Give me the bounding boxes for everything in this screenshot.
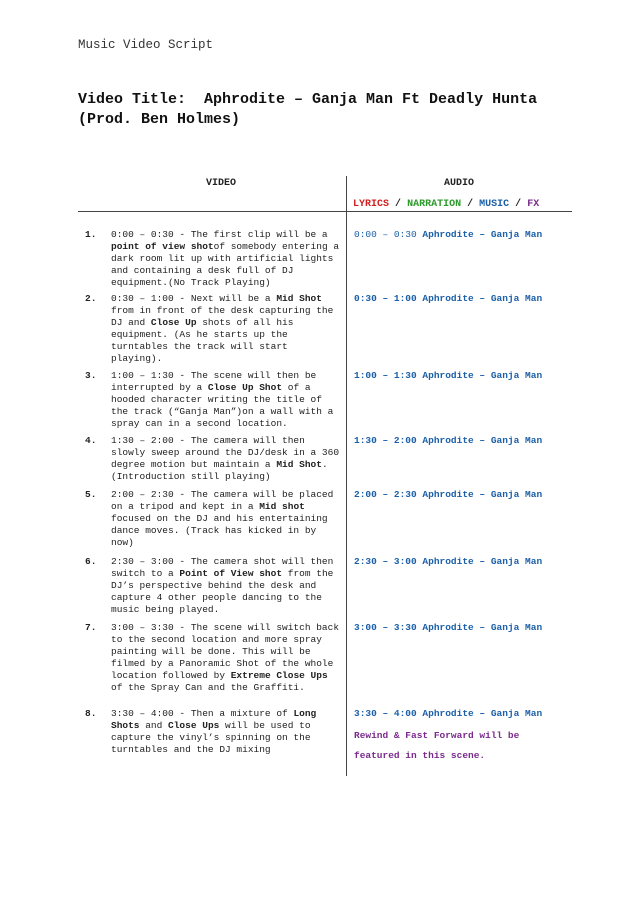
shot-type: Mid shot	[259, 501, 305, 512]
video-description	[111, 435, 343, 483]
legend-separator: /	[395, 199, 402, 210]
row-number: 6.	[85, 556, 97, 567]
audio-cue	[354, 370, 569, 382]
legend-fx: FX	[527, 199, 540, 210]
shot-type: Close Up Shot	[207, 382, 283, 393]
audio-cue	[354, 293, 569, 305]
audio-cue	[354, 489, 569, 501]
video-description	[111, 489, 343, 549]
audio-track: Aphrodite – Ganja Man	[422, 708, 543, 719]
legend-narration: NARRATION	[407, 199, 462, 210]
shot-type: Close Up	[150, 317, 197, 328]
description-text: of the Spray Can and the Graffiti.	[111, 682, 305, 693]
shot-type: Long Shots	[111, 708, 317, 731]
audio-track: Aphrodite – Ganja Man	[422, 622, 543, 633]
video-description	[111, 229, 343, 289]
row-number: 7.	[85, 622, 97, 633]
description-text: of a hooded character writing the title of the track (“Ganja Man”)on a wall with a spray can in a second location.	[111, 382, 334, 429]
audio-cue	[354, 622, 569, 634]
audio-track: Aphrodite – Ganja Man	[422, 229, 543, 240]
description-text: of somebody entering a dark room lit up with artificial lights and containing a desk full of DJ equipment.(No Track Playing)	[111, 241, 340, 288]
legend-music: MUSIC	[479, 199, 510, 210]
row-number: 8.	[85, 708, 97, 719]
shot-type: Mid Shot	[276, 459, 322, 470]
audio-track: Aphrodite – Ganja Man	[422, 489, 543, 500]
video-description	[111, 293, 343, 365]
audio-track: Aphrodite – Ganja Man	[422, 556, 543, 567]
video-title: Video Title: Aphrodite – Ganja Man Ft Deadly Hunta (Prod. Ben Holmes)	[78, 91, 547, 128]
shot-type: Extreme Close Ups	[230, 670, 328, 681]
video-description	[111, 556, 343, 616]
audio-legend	[353, 199, 539, 210]
row-number: 4.	[85, 435, 97, 446]
description-text: from in front of the desk capturing the DJ and	[111, 305, 334, 328]
description-text: 2:30 – 3:00 - The camera shot will then switch to a	[111, 556, 334, 579]
description-text: 3:30 – 4:00 - Then a mixture of	[111, 708, 294, 719]
audio-time: 0:00 – 0:30	[354, 229, 423, 240]
shot-type: Mid Shot	[276, 293, 322, 304]
shot-type: Point of View shot	[179, 568, 283, 579]
description-text: shots of all his equipment. (As he starts up the turntables the track will start playing).	[111, 317, 294, 364]
row-number: 2.	[85, 293, 97, 304]
audio-time: 1:30 – 2:00	[354, 435, 423, 446]
description-text: and	[139, 720, 169, 731]
description-text: 1:30 – 2:00 - The camera will then slowly sweep around the DJ/desk in a 360 degree motion but maintain a	[111, 435, 340, 470]
audio-time: 2:30 – 3:00	[354, 556, 423, 567]
video-column-heading: VIDEO	[206, 178, 237, 189]
description-text: will be used to capture the vinyl’s spinning on the turntables and the DJ mixing	[111, 720, 311, 755]
audio-time: 3:30 – 4:00	[354, 708, 423, 719]
audio-cue	[354, 708, 569, 766]
column-divider	[346, 176, 347, 776]
table-header-divider	[78, 211, 572, 212]
video-description	[111, 708, 343, 756]
audio-column-heading: AUDIO	[444, 178, 475, 189]
description-text: 1:00 – 1:30 - The scene will then be interrupted by a	[111, 370, 317, 393]
video-description	[111, 370, 343, 430]
description-text: 0:30 – 1:00 - Next will be a	[111, 293, 277, 304]
audio-time: 0:30 – 1:00	[354, 293, 423, 304]
audio-track: Aphrodite – Ganja Man	[422, 293, 543, 304]
description-text: 3:00 – 3:30 - The scene will switch back to the second location and more spray painting will be done. This will be filmed by a Panoramic Shot of the whole location followed by	[111, 622, 340, 681]
legend-separator: /	[467, 199, 474, 210]
shot-type: point of view shot	[111, 241, 214, 252]
audio-cue	[354, 229, 569, 241]
audio-time: 3:00 – 3:30	[354, 622, 423, 633]
legend-lyrics: LYRICS	[353, 199, 390, 210]
row-number: 1.	[85, 229, 97, 240]
description-text: focused on the DJ and his entertaining dance moves. (Track has kicked in by now)	[111, 513, 328, 548]
description-text: 2:00 – 2:30 - The camera will be placed on a tripod and kept in a	[111, 489, 334, 512]
audio-time: 1:00 – 1:30	[354, 370, 423, 381]
audio-time: 2:00 – 2:30	[354, 489, 423, 500]
legend-separator: /	[515, 199, 522, 210]
video-description	[111, 622, 343, 694]
description-text: .(Introduction still playing)	[111, 459, 328, 482]
audio-cue	[354, 556, 569, 568]
row-number: 3.	[85, 370, 97, 381]
description-text: from the DJ’s perspective behind the desk and capture 4 other people dancing to the music being played.	[111, 568, 334, 615]
row-number: 5.	[85, 489, 97, 500]
audio-cue	[354, 435, 569, 447]
document-header: Music Video Script	[78, 38, 214, 52]
shot-type: Close Ups	[168, 720, 220, 731]
description-text: 0:00 – 0:30 - The first clip will be a	[111, 229, 328, 240]
audio-fx-note: Rewind & Fast Forward will be featured in this scene.	[354, 730, 520, 761]
audio-track: Aphrodite – Ganja Man	[422, 435, 543, 446]
audio-track: Aphrodite – Ganja Man	[422, 370, 543, 381]
